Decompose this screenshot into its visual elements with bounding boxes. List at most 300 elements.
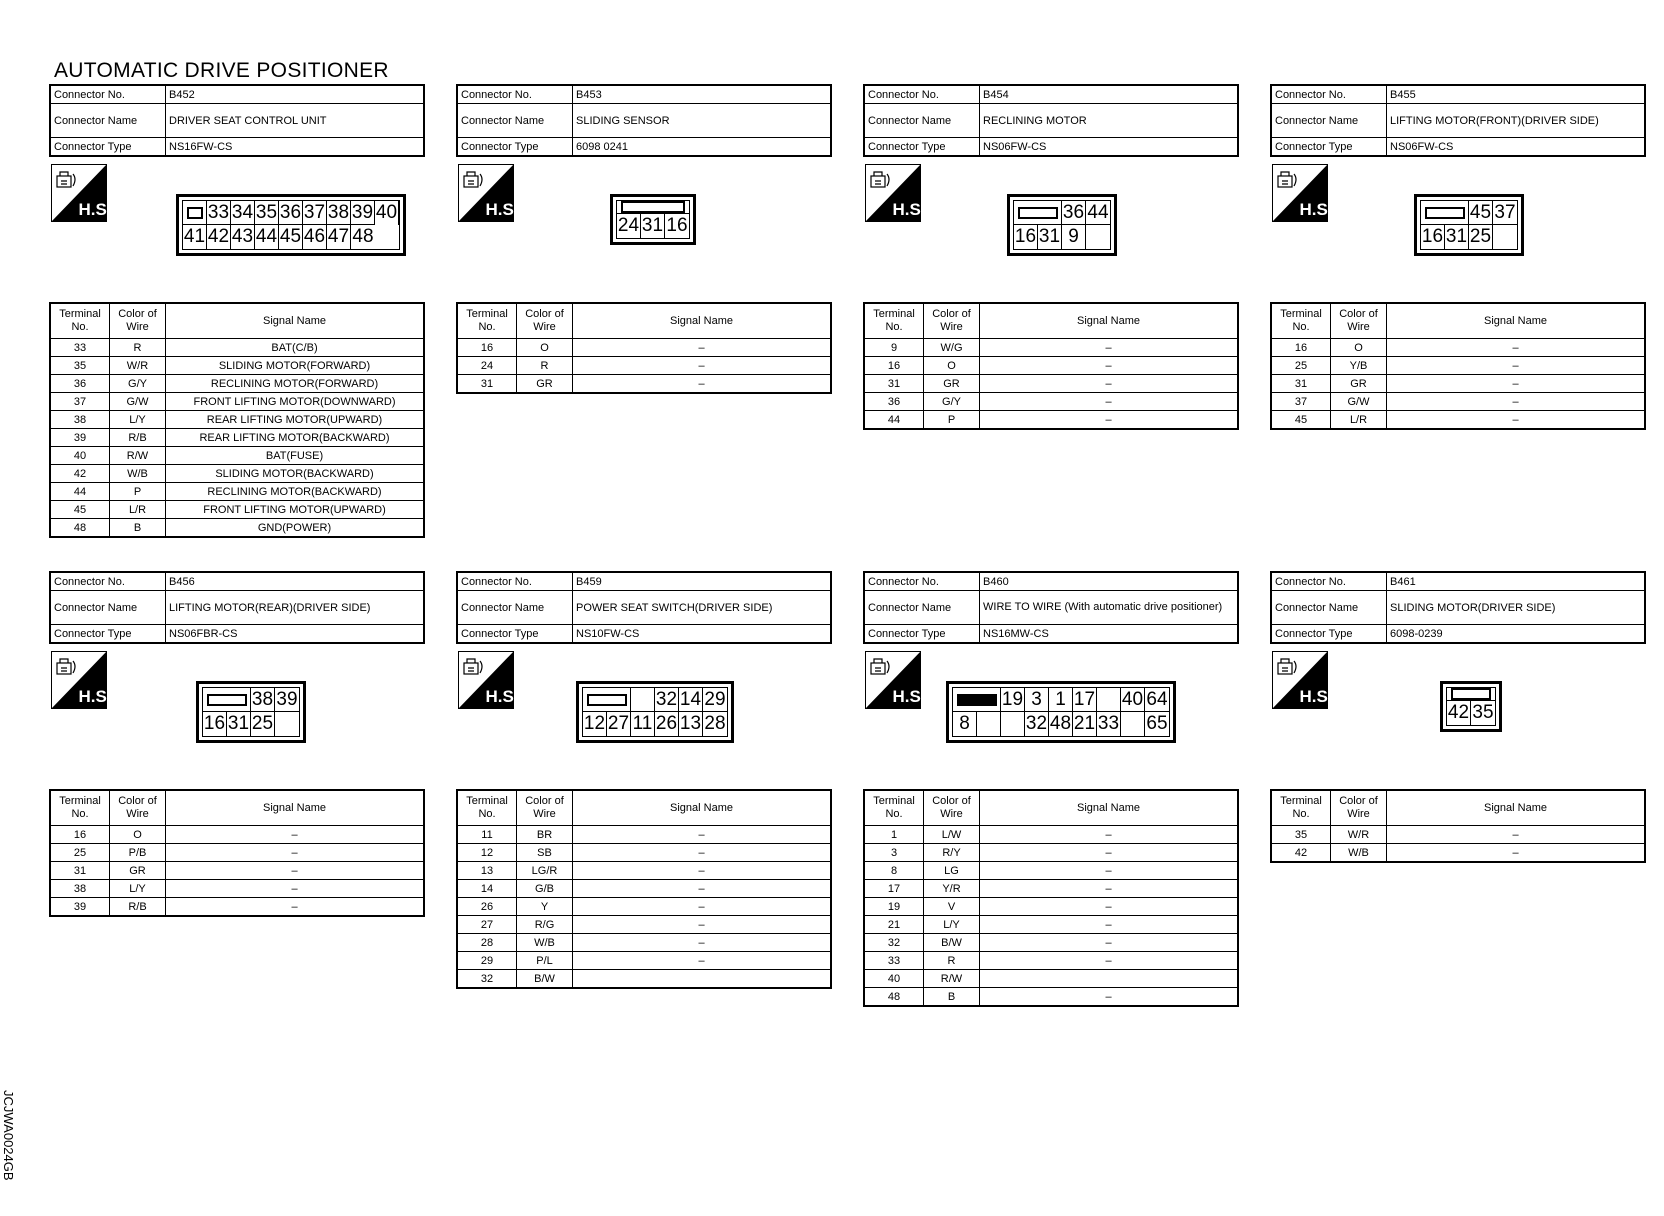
- terminal-no-cell: 44: [864, 411, 924, 430]
- terminal-no-cell: 31: [50, 862, 110, 880]
- connector-pin: 48: [1049, 713, 1072, 734]
- page-title: AUTOMATIC DRIVE POSITIONER: [54, 59, 389, 82]
- connector-no-label: Connector No.: [50, 572, 166, 591]
- terminal-no-cell: 16: [1271, 339, 1331, 357]
- connector-pin: 65: [1146, 713, 1168, 734]
- wire-color-cell: P: [924, 411, 980, 430]
- connector-pin: 43: [231, 226, 254, 247]
- signal-name-header: Signal Name: [573, 303, 832, 339]
- connector-type-label: Connector Type: [1271, 625, 1387, 644]
- connector-no-label: Connector No.: [1271, 85, 1387, 104]
- terminal-table: [863, 789, 1239, 1007]
- signal-name-cell: –: [980, 898, 1239, 916]
- signal-name-cell: –: [1387, 393, 1646, 411]
- signal-name-cell: –: [573, 375, 832, 394]
- connector-pin: 19: [1001, 689, 1024, 710]
- wire-color-cell: GR: [1331, 375, 1387, 393]
- terminal-no-cell: 27: [457, 916, 517, 934]
- table-row: [50, 880, 424, 898]
- table-row: [1271, 357, 1645, 375]
- signal-name-header: Signal Name: [1387, 303, 1646, 339]
- signal-name-cell: –: [980, 916, 1239, 934]
- connector-name-value: RECLINING MOTOR: [980, 104, 1239, 138]
- color-of-wire-header: Color of Wire: [517, 790, 573, 826]
- wire-color-cell: G/W: [110, 393, 166, 411]
- signal-name-cell: –: [573, 339, 832, 357]
- signal-name-cell: –: [573, 862, 832, 880]
- connector-face-diagram: [196, 681, 306, 743]
- signal-name-cell: BAT(C/B): [166, 339, 425, 357]
- connector-name-value: SLIDING MOTOR(DRIVER SIDE): [1387, 591, 1646, 625]
- connector-pin: 45: [279, 226, 302, 247]
- terminal-table: [456, 789, 832, 989]
- signal-name-header: Signal Name: [166, 790, 425, 826]
- table-row: [864, 411, 1238, 430]
- terminal-no-cell: 9: [864, 339, 924, 357]
- wire-color-cell: L/R: [110, 501, 166, 519]
- signal-name-cell: –: [1387, 826, 1646, 844]
- connector-pin: [1086, 225, 1110, 249]
- wire-color-cell: GR: [110, 862, 166, 880]
- connector-no-label: Connector No.: [864, 572, 980, 591]
- wire-color-cell: R: [517, 357, 573, 375]
- svg-text:H.S.: H.S.: [78, 687, 112, 706]
- terminal-no-cell: 33: [864, 952, 924, 970]
- table-row: [864, 375, 1238, 393]
- connector-block-b461: [1270, 571, 1646, 1041]
- connector-block-b456: [49, 571, 425, 1041]
- signal-name-cell: [980, 970, 1239, 988]
- wire-color-cell: G/B: [517, 880, 573, 898]
- wire-color-cell: P/L: [517, 952, 573, 970]
- table-row: [864, 934, 1238, 952]
- table-row: [50, 862, 424, 880]
- connector-pin: 35: [255, 202, 278, 223]
- connector-pin: 39: [351, 202, 374, 223]
- wire-color-cell: L/Y: [110, 880, 166, 898]
- harness-side-icon: [865, 164, 926, 222]
- signal-name-cell: –: [980, 880, 1239, 898]
- svg-text:H.S.: H.S.: [1299, 200, 1333, 219]
- color-of-wire-header: Color of Wire: [924, 790, 980, 826]
- terminal-table: [456, 302, 832, 394]
- connector-pin: 31: [227, 713, 250, 734]
- connector-no-value: B461: [1387, 572, 1646, 591]
- table-row: [1271, 826, 1645, 844]
- connector-type-label: Connector Type: [864, 138, 980, 157]
- signal-name-cell: [573, 970, 832, 989]
- signal-name-cell: –: [980, 952, 1239, 970]
- signal-name-cell: –: [166, 880, 425, 898]
- table-row: [457, 898, 831, 916]
- terminal-no-cell: 32: [864, 934, 924, 952]
- table-row: [457, 357, 831, 375]
- connector-type-value: 6098 0241: [573, 138, 832, 157]
- signal-name-cell: –: [166, 898, 425, 917]
- wire-color-cell: B: [924, 988, 980, 1007]
- connector-pin: 40: [375, 202, 398, 223]
- connector-pin: [1493, 225, 1517, 249]
- table-row: [1271, 393, 1645, 411]
- connector-type-label: Connector Type: [864, 625, 980, 644]
- wire-color-cell: SB: [517, 844, 573, 862]
- connector-name-label: Connector Name: [50, 591, 166, 625]
- connector-pin: 12: [583, 713, 606, 734]
- svg-text:H.S.: H.S.: [892, 687, 926, 706]
- terminal-no-header: Terminal No.: [864, 790, 924, 826]
- connector-type-value: NS06FW-CS: [1387, 138, 1646, 157]
- wire-color-cell: W/B: [1331, 844, 1387, 863]
- connector-pin: 44: [255, 226, 278, 247]
- wire-color-cell: B: [110, 519, 166, 538]
- connector-pin: 1: [1049, 688, 1073, 712]
- terminal-no-cell: 45: [50, 501, 110, 519]
- connector-block-b452: [49, 84, 425, 554]
- connector-name-label: Connector Name: [1271, 591, 1387, 625]
- color-of-wire-header: Color of Wire: [517, 303, 573, 339]
- table-row: [864, 393, 1238, 411]
- terminal-table: [1270, 302, 1646, 430]
- table-row: [864, 970, 1238, 988]
- connector-face-diagram: [610, 194, 696, 245]
- table-row: [457, 916, 831, 934]
- connector-name-label: Connector Name: [864, 104, 980, 138]
- connector-name-value: WIRE TO WIRE (With automatic drive positioner): [980, 591, 1239, 625]
- terminal-table: [49, 789, 425, 917]
- signal-name-header: Signal Name: [166, 303, 425, 339]
- wire-color-cell: G/W: [1331, 393, 1387, 411]
- terminal-no-cell: 35: [50, 357, 110, 375]
- connector-info-table: [1270, 84, 1646, 157]
- wire-color-cell: R: [924, 952, 980, 970]
- table-row: [864, 916, 1238, 934]
- wire-color-cell: R: [110, 339, 166, 357]
- connector-info-table: [49, 84, 425, 157]
- wire-color-cell: W/G: [924, 339, 980, 357]
- connector-pin: 32: [655, 689, 678, 710]
- terminal-no-cell: 16: [457, 339, 517, 357]
- connector-pin: 36: [279, 202, 302, 223]
- wire-color-cell: W/B: [517, 934, 573, 952]
- connector-type-value: NS06FW-CS: [980, 138, 1239, 157]
- wire-color-cell: R/G: [517, 916, 573, 934]
- signal-name-cell: FRONT LIFTING MOTOR(UPWARD): [166, 501, 425, 519]
- connector-pin: 36: [1062, 202, 1085, 223]
- connector-info-table: [49, 571, 425, 644]
- wire-color-cell: B/W: [924, 934, 980, 952]
- svg-text:H.S.: H.S.: [1299, 687, 1333, 706]
- signal-name-cell: –: [166, 844, 425, 862]
- terminal-no-cell: 45: [1271, 411, 1331, 430]
- signal-name-cell: –: [1387, 375, 1646, 393]
- connector-block-b455: [1270, 84, 1646, 554]
- connector-pin: 13: [679, 713, 702, 734]
- connector-pin: 37: [1494, 202, 1516, 223]
- terminal-no-cell: 36: [50, 375, 110, 393]
- harness-side-icon: [865, 651, 926, 709]
- signal-name-cell: RECLINING MOTOR(FORWARD): [166, 375, 425, 393]
- table-row: [50, 393, 424, 411]
- connector-pin: 17: [1073, 689, 1096, 710]
- terminal-no-header: Terminal No.: [50, 790, 110, 826]
- connector-face-diagram: [576, 681, 734, 743]
- color-of-wire-header: Color of Wire: [924, 303, 980, 339]
- signal-name-cell: –: [980, 934, 1239, 952]
- connector-pin: 14: [679, 689, 702, 710]
- table-row: [50, 429, 424, 447]
- connector-type-value: NS16MW-CS: [980, 625, 1239, 644]
- signal-name-cell: –: [980, 844, 1239, 862]
- table-row: [864, 880, 1238, 898]
- connector-pin: 42: [207, 226, 230, 247]
- table-row: [864, 826, 1238, 844]
- connector-latch: [1447, 688, 1495, 701]
- terminal-no-cell: 25: [1271, 357, 1331, 375]
- terminal-no-cell: 21: [864, 916, 924, 934]
- color-of-wire-header: Color of Wire: [1331, 303, 1387, 339]
- signal-name-cell: –: [573, 880, 832, 898]
- connector-name-label: Connector Name: [457, 104, 573, 138]
- terminal-no-cell: 38: [50, 880, 110, 898]
- signal-name-cell: REAR LIFTING MOTOR(UPWARD): [166, 411, 425, 429]
- table-row: [864, 844, 1238, 862]
- connector-pin: 64: [1146, 689, 1168, 710]
- connector-no-value: B456: [166, 572, 425, 591]
- terminal-no-header: Terminal No.: [457, 790, 517, 826]
- connector-info-table: [863, 84, 1239, 157]
- table-row: [50, 375, 424, 393]
- terminal-no-header: Terminal No.: [50, 303, 110, 339]
- signal-name-cell: –: [980, 826, 1239, 844]
- wire-color-cell: P/B: [110, 844, 166, 862]
- signal-name-cell: FRONT LIFTING MOTOR(DOWNWARD): [166, 393, 425, 411]
- signal-name-cell: –: [573, 357, 832, 375]
- connector-type-label: Connector Type: [457, 625, 573, 644]
- harness-side-icon: [1272, 164, 1333, 222]
- terminal-no-cell: 3: [864, 844, 924, 862]
- connector-type-label: Connector Type: [50, 625, 166, 644]
- connector-pin: 11: [631, 712, 655, 736]
- signal-name-cell: BAT(FUSE): [166, 447, 425, 465]
- terminal-no-cell: 11: [457, 826, 517, 844]
- connector-no-label: Connector No.: [1271, 572, 1387, 591]
- wire-color-cell: O: [924, 357, 980, 375]
- color-of-wire-header: Color of Wire: [110, 790, 166, 826]
- terminal-no-cell: 16: [50, 826, 110, 844]
- table-row: [1271, 844, 1645, 863]
- connector-pin: 46: [303, 226, 326, 247]
- connector-type-value: 6098-0239: [1387, 625, 1646, 644]
- connector-name-label: Connector Name: [457, 591, 573, 625]
- signal-name-header: Signal Name: [980, 303, 1239, 339]
- terminal-no-cell: 39: [50, 429, 110, 447]
- table-row: [864, 988, 1238, 1007]
- connector-name-value: LIFTING MOTOR(FRONT)(DRIVER SIDE): [1387, 104, 1646, 138]
- connector-pin: [1097, 688, 1121, 712]
- connector-info-table: [456, 571, 832, 644]
- signal-name-cell: –: [980, 862, 1239, 880]
- table-row: [457, 826, 831, 844]
- wire-color-cell: R/W: [110, 447, 166, 465]
- table-row: [457, 375, 831, 394]
- terminal-no-cell: 48: [50, 519, 110, 538]
- terminal-table: [49, 302, 425, 538]
- terminal-table: [863, 302, 1239, 430]
- terminal-no-cell: 1: [864, 826, 924, 844]
- terminal-no-cell: 38: [50, 411, 110, 429]
- terminal-no-cell: 19: [864, 898, 924, 916]
- connector-latch: [1014, 201, 1062, 225]
- connector-latch: [1421, 201, 1469, 225]
- table-row: [864, 357, 1238, 375]
- connector-no-value: B459: [573, 572, 832, 591]
- terminal-no-cell: 28: [457, 934, 517, 952]
- connector-latch: [953, 688, 1001, 712]
- signal-name-cell: –: [166, 862, 425, 880]
- table-row: [50, 898, 424, 917]
- wire-color-cell: O: [1331, 339, 1387, 357]
- connector-type-label: Connector Type: [457, 138, 573, 157]
- wire-color-cell: GR: [517, 375, 573, 394]
- connector-name-label: Connector Name: [864, 591, 980, 625]
- connector-no-value: B452: [166, 85, 425, 104]
- wire-color-cell: W/B: [110, 465, 166, 483]
- connector-pin: [631, 688, 655, 712]
- connector-pin: 28: [704, 713, 726, 734]
- signal-name-cell: –: [1387, 411, 1646, 430]
- connector-pin: 33: [207, 202, 230, 223]
- harness-side-icon: [458, 164, 519, 222]
- signal-name-cell: –: [980, 357, 1239, 375]
- connector-pin: 26: [655, 713, 678, 734]
- signal-name-cell: –: [573, 898, 832, 916]
- harness-side-icon: [458, 651, 519, 709]
- connector-pin: 31: [641, 215, 664, 236]
- terminal-no-cell: 42: [50, 465, 110, 483]
- wire-color-cell: O: [110, 826, 166, 844]
- terminal-no-cell: 16: [864, 357, 924, 375]
- wire-color-cell: V: [924, 898, 980, 916]
- signal-name-cell: SLIDING MOTOR(FORWARD): [166, 357, 425, 375]
- wire-color-cell: Y: [517, 898, 573, 916]
- table-row: [864, 339, 1238, 357]
- wire-color-cell: GR: [924, 375, 980, 393]
- connector-pin: 3: [1025, 688, 1049, 712]
- table-row: [50, 501, 424, 519]
- connector-pin: 25: [251, 713, 274, 734]
- connector-pin: 47: [327, 226, 350, 247]
- signal-name-cell: –: [1387, 339, 1646, 357]
- signal-name-cell: –: [573, 916, 832, 934]
- wire-color-cell: Y/R: [924, 880, 980, 898]
- terminal-no-cell: 42: [1271, 844, 1331, 863]
- wire-color-cell: LG/R: [517, 862, 573, 880]
- connector-face-diagram: [946, 681, 1176, 743]
- connector-pin: [1001, 712, 1025, 736]
- connector-pin: 29: [704, 689, 726, 710]
- table-row: [864, 898, 1238, 916]
- terminal-no-cell: 14: [457, 880, 517, 898]
- connector-pin: 16: [203, 713, 226, 734]
- wire-color-cell: R/B: [110, 429, 166, 447]
- connector-type-value: NS16FW-CS: [166, 138, 425, 157]
- connector-name-value: DRIVER SEAT CONTROL UNIT: [166, 104, 425, 138]
- signal-name-cell: GND(POWER): [166, 519, 425, 538]
- wire-color-cell: Y/B: [1331, 357, 1387, 375]
- connector-name-value: SLIDING SENSOR: [573, 104, 832, 138]
- svg-text:H.S.: H.S.: [78, 200, 112, 219]
- connector-pin: 35: [1472, 702, 1494, 723]
- connector-type-value: NS06FBR-CS: [166, 625, 425, 644]
- terminal-no-cell: 25: [50, 844, 110, 862]
- harness-side-icon: [51, 651, 112, 709]
- wire-color-cell: O: [517, 339, 573, 357]
- connector-info-table: [1270, 571, 1646, 644]
- connector-pin: 34: [231, 202, 254, 223]
- signal-name-header: Signal Name: [1387, 790, 1646, 826]
- terminal-no-cell: 35: [1271, 826, 1331, 844]
- connector-no-value: B455: [1387, 85, 1646, 104]
- table-row: [457, 970, 831, 989]
- terminal-no-cell: 17: [864, 880, 924, 898]
- connector-name-value: LIFTING MOTOR(REAR)(DRIVER SIDE): [166, 591, 425, 625]
- color-of-wire-header: Color of Wire: [110, 303, 166, 339]
- wire-color-cell: L/Y: [110, 411, 166, 429]
- signal-name-cell: –: [980, 393, 1239, 411]
- wire-color-cell: R/Y: [924, 844, 980, 862]
- signal-name-cell: REAR LIFTING MOTOR(BACKWARD): [166, 429, 425, 447]
- table-row: [50, 826, 424, 844]
- wire-color-cell: B/W: [517, 970, 573, 989]
- signal-name-cell: –: [573, 826, 832, 844]
- terminal-no-cell: 13: [457, 862, 517, 880]
- connector-pin: 24: [617, 215, 640, 236]
- connector-pin: 16: [1421, 226, 1444, 247]
- connector-face-diagram: [1007, 194, 1117, 256]
- terminal-no-header: Terminal No.: [1271, 790, 1331, 826]
- connector-latch: [183, 201, 207, 225]
- connector-latch: [617, 201, 689, 214]
- wire-color-cell: L/R: [1331, 411, 1387, 430]
- color-of-wire-header: Color of Wire: [1331, 790, 1387, 826]
- connector-pin: 40: [1121, 689, 1144, 710]
- harness-side-icon: [51, 164, 112, 222]
- connector-pin: 39: [276, 689, 298, 710]
- table-row: [50, 483, 424, 501]
- signal-name-cell: –: [573, 844, 832, 862]
- terminal-no-header: Terminal No.: [1271, 303, 1331, 339]
- table-row: [50, 465, 424, 483]
- connector-pin: 38: [251, 689, 274, 710]
- connector-pin: 33: [1097, 713, 1120, 734]
- table-row: [864, 952, 1238, 970]
- table-row: [1271, 411, 1645, 430]
- svg-text:H.S.: H.S.: [485, 687, 519, 706]
- table-row: [457, 339, 831, 357]
- connector-pin: [275, 712, 299, 736]
- terminal-no-cell: 32: [457, 970, 517, 989]
- signal-name-cell: –: [166, 826, 425, 844]
- terminal-no-cell: 37: [50, 393, 110, 411]
- connector-pin: 31: [1445, 226, 1468, 247]
- connector-no-value: B460: [980, 572, 1239, 591]
- wire-color-cell: R/B: [110, 898, 166, 917]
- signal-name-cell: –: [1387, 357, 1646, 375]
- terminal-no-cell: 40: [864, 970, 924, 988]
- connector-no-label: Connector No.: [457, 85, 573, 104]
- table-row: [457, 862, 831, 880]
- wire-color-cell: W/R: [110, 357, 166, 375]
